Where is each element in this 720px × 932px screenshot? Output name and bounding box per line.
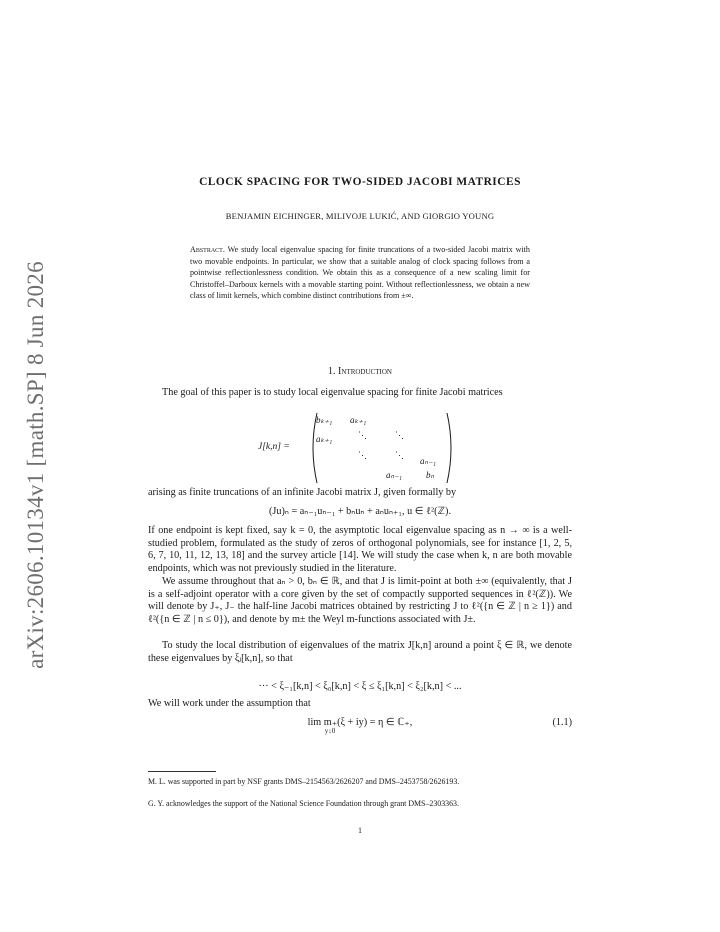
matrix-right-paren: [446, 412, 456, 484]
matrix-ddots: ⋱: [395, 450, 404, 460]
page-number: 1: [358, 826, 362, 835]
section-number: 1.: [328, 366, 336, 377]
jacobi-matrix-equation: [258, 412, 458, 484]
abstract-text: We study local eigenvalue spacing for finite truncations of a two-sided Jacobi matrix with two movable endpoints. In particular, we show that a suitable analog of clock spacing follows from a pointwise reflectionlessness condition. We obtain this as a consequence of a new scaling limit for Christoffel–Darboux kernels with a movable starting point. Without reflectionlessness, we obtain a new class of limit kernels, which combine distinct contributions from ±∞.: [190, 245, 530, 301]
section-heading: [148, 366, 572, 377]
matrix-ddots: ⋱: [395, 430, 404, 440]
matrix-ddots: ⋱: [358, 450, 367, 460]
paragraph-eigenvalues: To study the local distribution of eigenvalues of the matrix J[k,n] around a point ξ ∈ ℝ, we denote these eigenvalues by ξⱼ[k,n], so that: [148, 640, 572, 664]
equation-limit: [148, 717, 572, 735]
matrix-cell: bₖ₊₁: [316, 415, 333, 425]
paragraph-fixed-endpoint: If one endpoint is kept fixed, say k = 0, the asymptotic local eigenvalue spacing as n → ∞ is a well-studied problem, formulated as the study of zeros of orthogonal polynomials, see for instance [1, 2, 5, 6, 7, 10, 11, 12, 13, 18] and the survey article [14]. We will study the case when k, n are both movable endpoints, which was not previously studied in the literature.: [148, 525, 572, 575]
matrix-lhs: J[k,n] =: [258, 442, 290, 452]
matrix-cell: aₙ₋₁: [386, 470, 402, 480]
abstract: [190, 244, 530, 302]
arxiv-stamp: [18, 255, 54, 675]
equation-jacobi-action: (Ju)ₙ = aₙ₋₁uₙ₋₁ + bₙuₙ + aₙuₙ₊₁, u ∈ ℓ²(ℤ).: [269, 506, 451, 517]
equation-eigen-order: ··· < ξ₋₁[k,n] < ξ₀[k,n] < ξ ≤ ξ₁[k,n] < ξ₂[k,n] < ...: [258, 681, 462, 692]
paragraph-intro: The goal of this paper is to study local eigenvalue spacing for finite Jacobi matrices: [162, 387, 503, 398]
paper-authors: BENJAMIN EICHINGER, MILIVOJE LUKIĆ, AND GIORGIO YOUNG: [225, 211, 495, 221]
matrix-cell: aₖ₊₁: [350, 415, 367, 425]
paragraph-assumption: We will work under the assumption that: [148, 698, 311, 709]
matrix-cell: aₙ₋₁: [420, 456, 436, 466]
paper-title: CLOCK SPACING FOR TWO-SIDED JACOBI MATRICES: [199, 176, 521, 188]
matrix-cell: bₙ: [426, 470, 435, 480]
matrix-cell: aₖ₊₁: [316, 434, 333, 444]
section-title: Introduction: [338, 366, 392, 377]
footnote-rule: [148, 771, 216, 772]
footnote-funding-ml: M. L. was supported in part by NSF grants DMS–2154563/2626207 and DMS–2453758/2626193.: [148, 777, 460, 786]
matrix-ddots: ⋱: [358, 430, 367, 440]
equation-number: (1.1): [552, 717, 572, 728]
limit-subscript: y↓0: [324, 727, 336, 735]
footnote-funding-gy: G. Y. acknowledges the support of the National Science Foundation through grant DMS–2303363.: [148, 799, 459, 808]
limit-expression: lim m₊(ξ + iy) = η ∈ ℂ₊,: [307, 717, 413, 728]
paragraph-assumptions: We assume throughout that aₙ > 0, bₙ ∈ ℝ, and that J is limit-point at both ±∞ (equivalently, that J is a self-adjoint operator with a core given by the set of compactly supported sequences in ℓ²(ℤ)). We will denote by J₊, J₋ the half-line Jacobi matrices obtained by restricting J to ℓ²({n ∈ ℤ | n ≥ 1}) and ℓ²({n ∈ ℤ | n ≤ 0}), and denote by m± the Weyl m-functions associated with J±.: [148, 576, 572, 626]
paragraph-truncation: arising as finite truncations of an infinite Jacobi matrix J, given formally by: [148, 487, 457, 498]
arxiv-stamp-text: arXiv:2606.10134v1 [math.SP] 8 Jun 2026: [23, 261, 48, 669]
abstract-label: Abstract.: [190, 245, 225, 254]
